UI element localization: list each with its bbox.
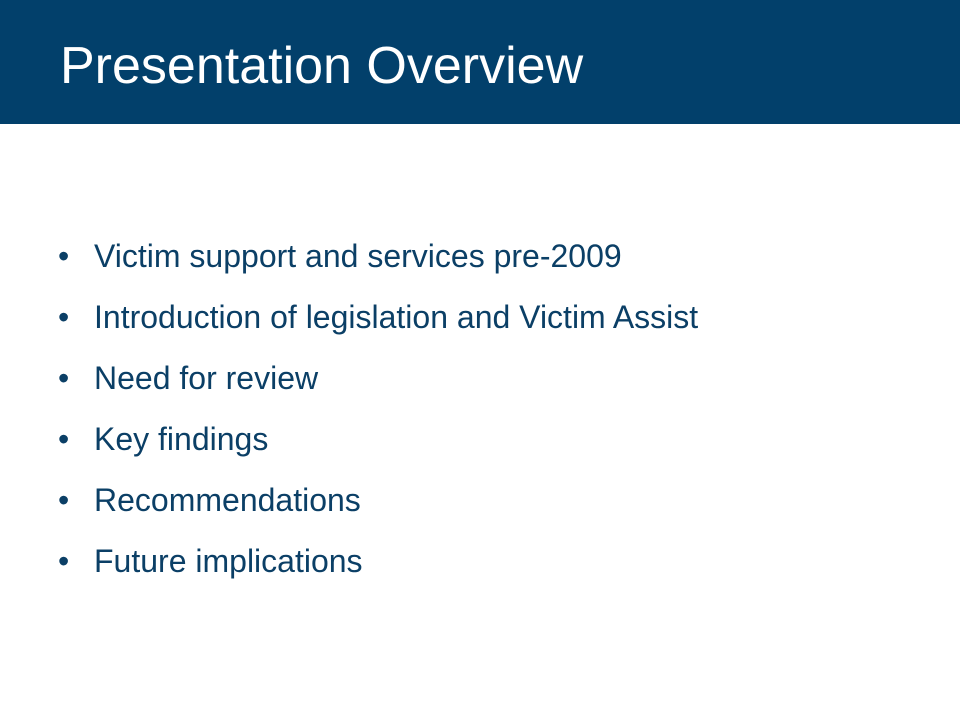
bullet-item — [58, 543, 698, 604]
bullet-marker: • — [58, 482, 70, 518]
bullet-marker: • — [58, 543, 70, 579]
title-header-bar — [0, 0, 960, 124]
bullet-item — [58, 299, 698, 360]
slide-title: Presentation Overview — [60, 37, 584, 95]
bullet-item — [58, 421, 698, 482]
bullet-text: Future implications — [94, 543, 363, 579]
bullet-text: Key findings — [94, 421, 269, 457]
bullet-text: Victim support and services pre-2009 — [94, 238, 622, 274]
bullet-item — [58, 482, 698, 543]
bullet-marker: • — [58, 421, 70, 457]
bullet-item — [58, 360, 698, 421]
bullet-marker: • — [58, 299, 70, 335]
bullet-text: Need for review — [94, 360, 319, 396]
bullet-text: Introduction of legislation and Victim Assist — [94, 299, 699, 335]
bullet-text: Recommendations — [94, 482, 361, 518]
bullet-marker: • — [58, 238, 70, 274]
bullet-item — [58, 238, 698, 299]
bullet-marker: • — [58, 360, 70, 396]
overview-bullet-list — [58, 238, 698, 604]
